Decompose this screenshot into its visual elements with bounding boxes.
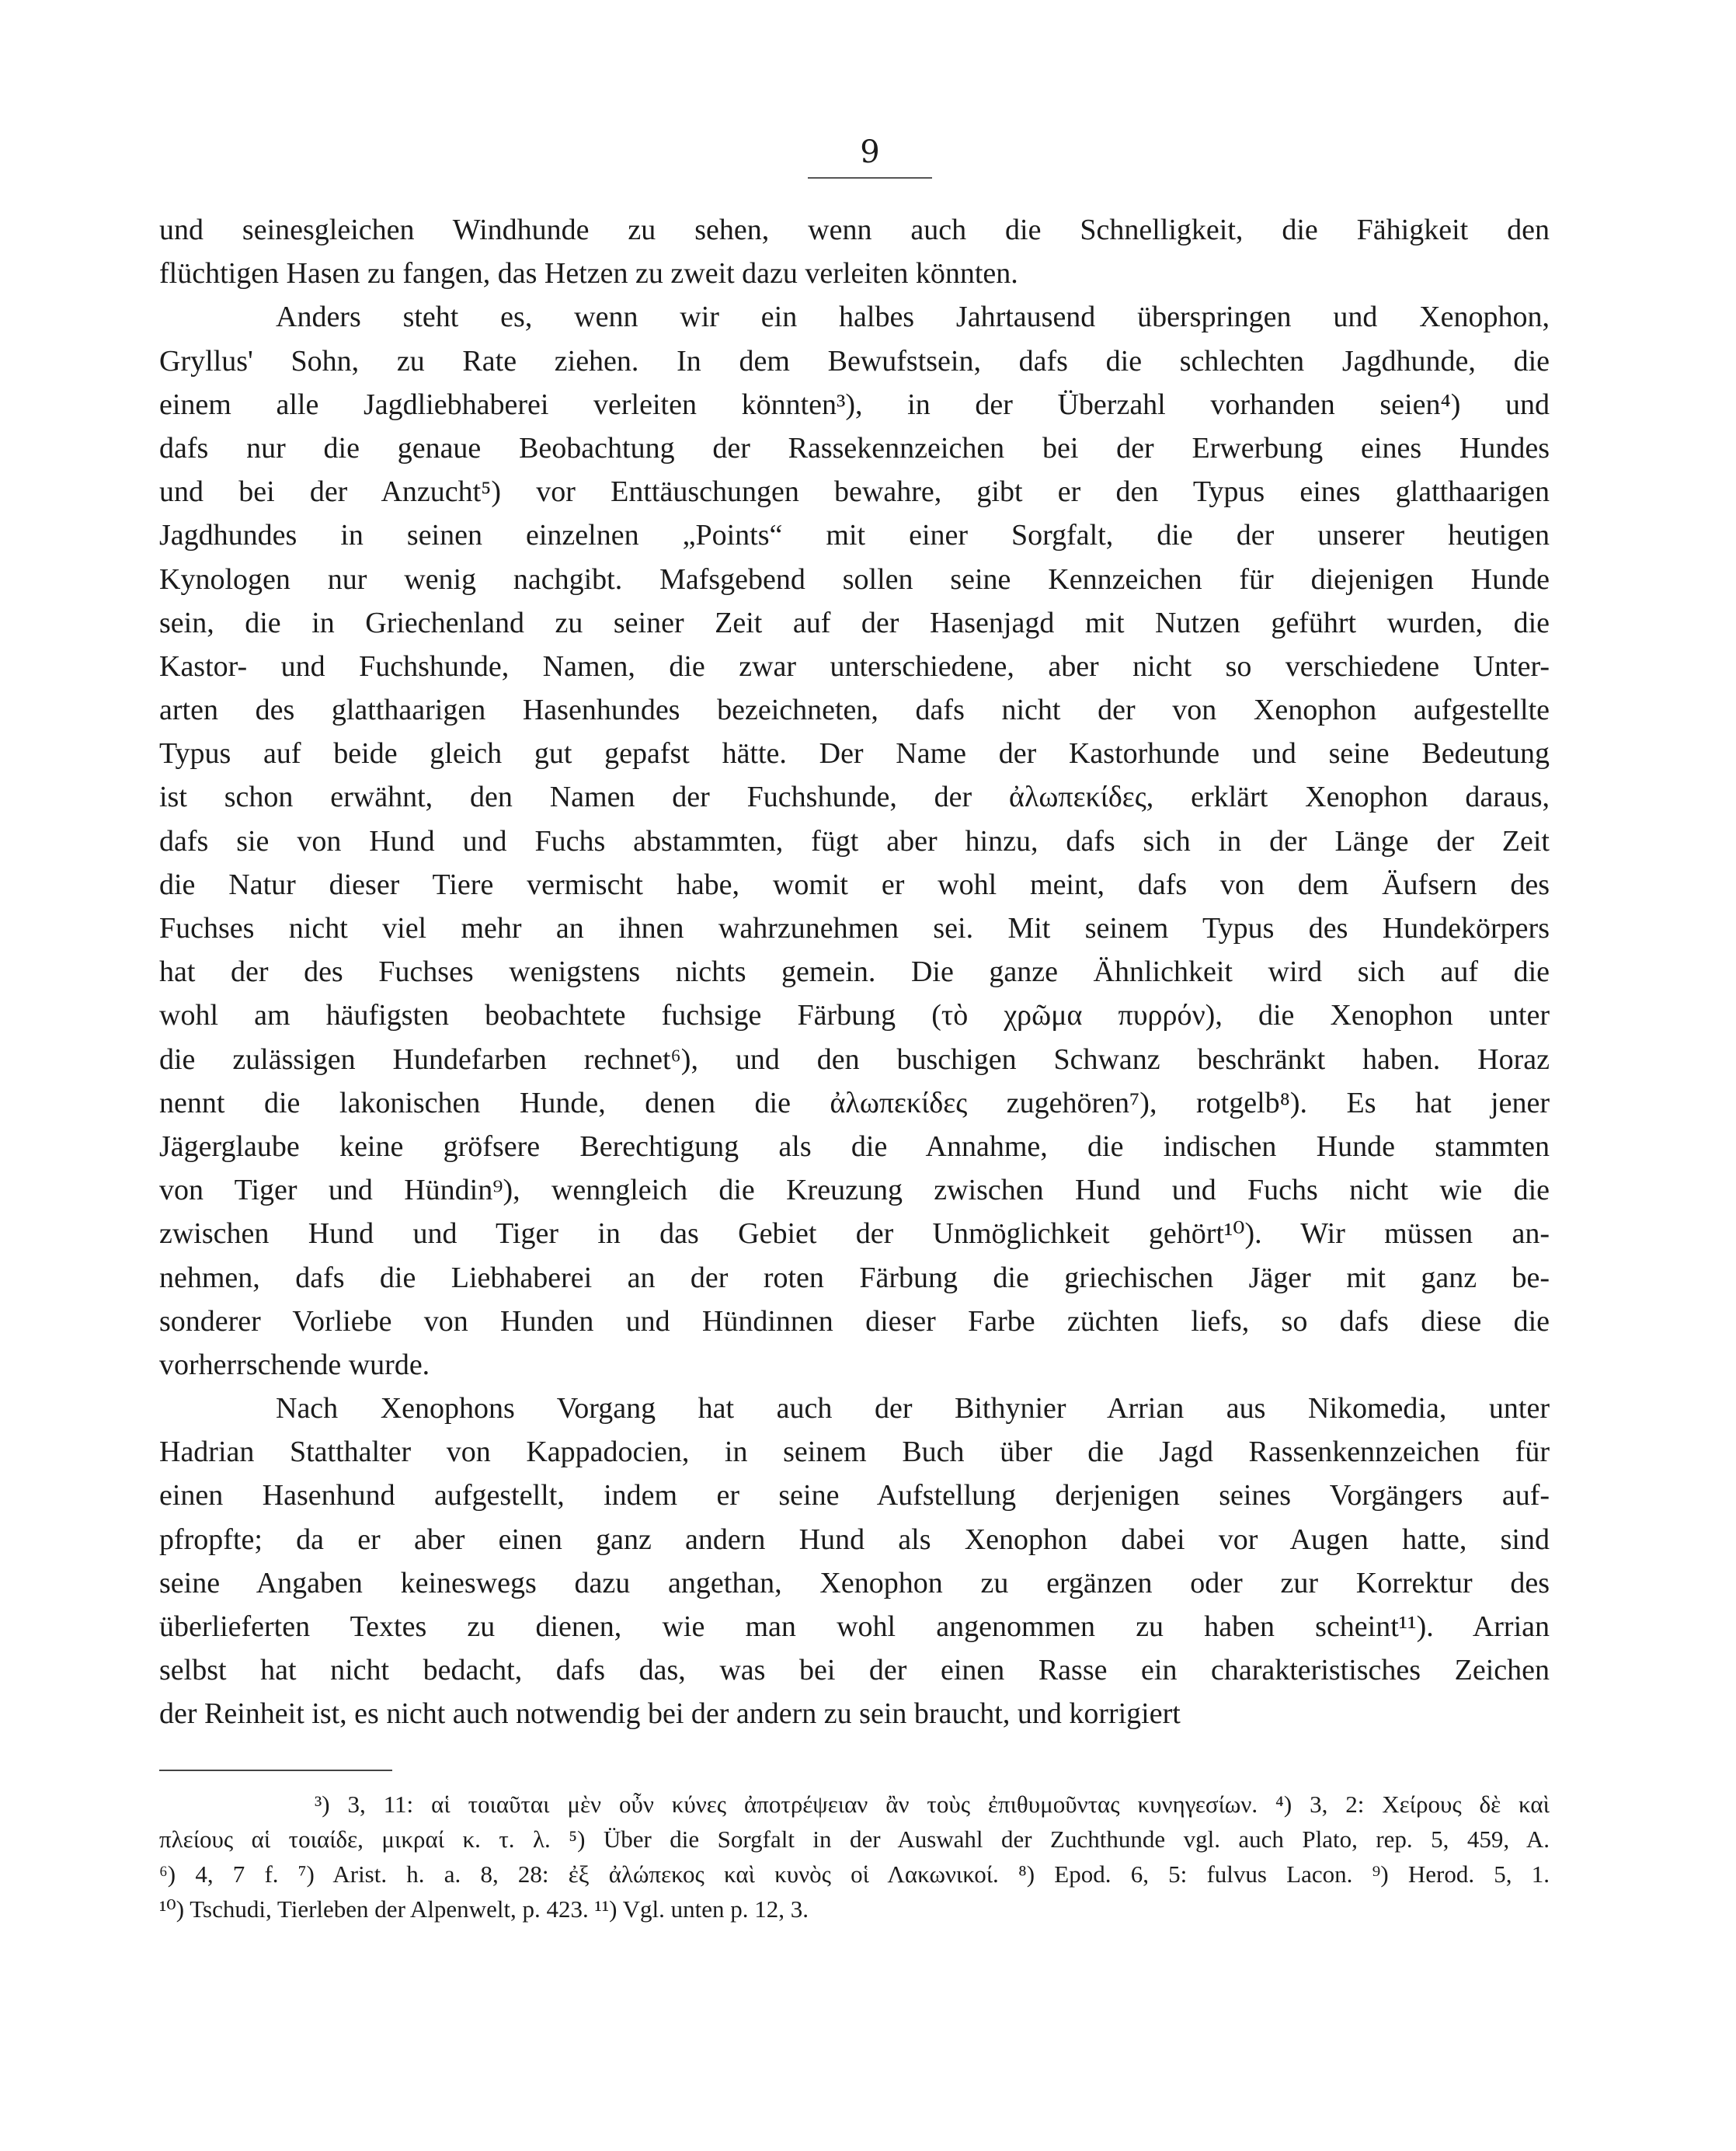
text-line: wohl am häufigsten beobachtete fuchsige Färbung (τὸ χρῶμα πυρρόν), die Xenophon unter (159, 999, 1550, 1032)
text-line: Anders steht es, wenn wir ein halbes Jahrtausend überspringen und Xenophon, (276, 301, 1550, 334)
page-number: 9 (860, 134, 880, 170)
footnote-line: ³) 3, 11: αἱ τοιαῦται μὲν οὖν κύνες ἀποτρέψειαν ἂν τοὺς ἐπιθυμοῦντας κυνηγεσίων. ⁴) 3, 2: Χείρους δὲ καὶ (315, 1791, 1550, 1818)
text-line: einen Hasenhund aufgestellt, indem er seine Aufstellung derjenigen seines Vorgängers auf- (159, 1479, 1550, 1512)
page-number-rule (808, 177, 932, 179)
text-line: Kynologen nur wenig nachgibt. Mafsgebend sollen seine Kennzeichen für diejenigen Hunde (159, 562, 1550, 596)
paragraph (159, 208, 1550, 295)
paragraph (159, 1387, 1550, 1736)
text-line: Kastor- und Fuchshunde, Namen, die zwar unterschiedene, aber nicht so verschiedene Unter- (159, 649, 1550, 683)
text-line: flüchtigen Hasen zu fangen, das Hetzen zu zweit dazu verleiten könnten. (159, 257, 1018, 291)
footnote-line: ¹⁰) Tschudi, Tierleben der Alpenwelt, p. 423. ¹¹) Vgl. unten p. 12, 3. (159, 1895, 809, 1923)
text-line: Jagdhundes in seinen einzelnen „Points“ mit einer Sorgfalt, die der unserer heutigen (159, 519, 1550, 552)
text-line: nehmen, dafs die Liebhaberei an der roten Färbung die griechischen Jäger mit ganz be- (159, 1261, 1550, 1294)
text-line: Jägerglaube keine gröfsere Berechtigung als die Annahme, die indischen Hunde stammten (159, 1129, 1550, 1163)
text-line: überlieferten Textes zu dienen, wie man wohl angenommen zu haben scheint¹¹). Arrian (159, 1610, 1550, 1643)
text-line: hat der des Fuchses wenigstens nichts gemein. Die ganze Ähnlichkeit wird sich auf die (159, 955, 1550, 989)
text-line: seine Angaben keineswegs dazu angethan, Xenophon zu ergänzen oder zur Korrektur des (159, 1566, 1550, 1599)
text-line: dafs nur die genaue Beobachtung der Rassekennzeichen bei der Erwerbung eines Hundes (159, 431, 1550, 465)
text-line: Hadrian Statthalter von Kappadocien, in seinem Buch über die Jagd Rassenkennzeichen für (159, 1436, 1550, 1469)
text-line: dafs sie von Hund und Fuchs abstammten, fügt aber hinzu, dafs sich in der Länge der Zeit (159, 824, 1550, 858)
footnotes (159, 1787, 1550, 1927)
paragraph (159, 295, 1550, 1387)
text-line: Gryllus' Sohn, zu Rate ziehen. In dem Bewufstsein, dafs die schlechten Jagdhunde, die (159, 344, 1550, 378)
text-line: und seinesgleichen Windhunde zu sehen, wenn auch die Schnelligkeit, die Fähigkeit den (159, 214, 1550, 246)
text-line: ist schon erwähnt, den Namen der Fuchshunde, der ἀλωπεκίδες, erklärt Xenophon daraus, (159, 781, 1550, 814)
text-line: und bei der Anzucht⁵) vor Enttäuschungen bewahre, gibt er den Typus eines glatthaarigen (159, 475, 1550, 509)
text-line: die Natur dieser Tiere vermischt habe, womit er wohl meint, dafs von dem Äufsern des (159, 868, 1550, 901)
text-line: Nach Xenophons Vorgang hat auch der Bithynier Arrian aus Nikomedia, unter (276, 1392, 1550, 1425)
text-line: sonderer Vorliebe von Hunden und Hündinnen dieser Farbe züchten liefs, so dafs diese die (159, 1304, 1550, 1338)
body-text (159, 208, 1550, 1736)
text-line: selbst hat nicht bedacht, dafs das, was bei der einen Rasse ein charakteristisches Zeichen (159, 1654, 1550, 1687)
text-line: der Reinheit ist, es nicht auch notwendig bei der andern zu sein braucht, und korrigiert (159, 1697, 1181, 1731)
text-line: von Tiger und Hündin⁹), wenngleich die Kreuzung zwischen Hund und Fuchs nicht wie die (159, 1174, 1550, 1207)
text-line: sein, die in Griechenland zu seiner Zeit auf der Hasenjagd mit Nutzen geführt wurden, die (159, 606, 1550, 639)
text-line: die zulässigen Hundefarben rechnet⁶), und den buschigen Schwanz beschränkt haben. Horaz (159, 1042, 1550, 1076)
text-line: arten des glatthaarigen Hasenhundes bezeichneten, dafs nicht der von Xenophon aufgestellte (159, 694, 1550, 727)
text-line: zwischen Hund und Tiger in das Gebiet der Unmöglichkeit gehört¹⁰). Wir müssen an- (159, 1217, 1550, 1251)
text-line: einem alle Jagdliebhaberei verleiten könnten³), in der Überzahl vorhanden seien⁴) und (159, 388, 1550, 421)
text-line: Typus auf beide gleich gut gepafst hätte. Der Name der Kastorhunde und seine Bedeutung (159, 737, 1550, 771)
text-line: Fuchses nicht viel mehr an ihnen wahrzunehmen sei. Mit seinem Typus des Hundekörpers (159, 912, 1550, 945)
text-line: pfropfte; da er aber einen ganz andern Hund als Xenophon dabei vor Augen hatte, sind (159, 1523, 1550, 1556)
footnote-line: πλείους αἱ τοιαίδε, μικραί κ. τ. λ. ⁵) Über die Sorgfalt in der Auswahl der Zuchthunde vgl. auch Plato, rep. 5, 459, A. (159, 1826, 1550, 1853)
footnote-divider (159, 1770, 392, 1771)
text-line: nennt die lakonischen Hunde, denen die ἀλωπεκίδες zugehören⁷), rotgelb⁸). Es hat jener (159, 1086, 1550, 1119)
text-line: vorherrschende wurde. (159, 1348, 430, 1381)
footnote-line: ⁶) 4, 7 f. ⁷) Arist. h. a. 8, 28: ἐξ ἀλώπεκος καὶ κυνὸς οἱ Λακωνικοί. ⁸) Epod. 6, 5: fulvus Lacon. ⁹) Herod. 5, 1. (159, 1860, 1550, 1888)
